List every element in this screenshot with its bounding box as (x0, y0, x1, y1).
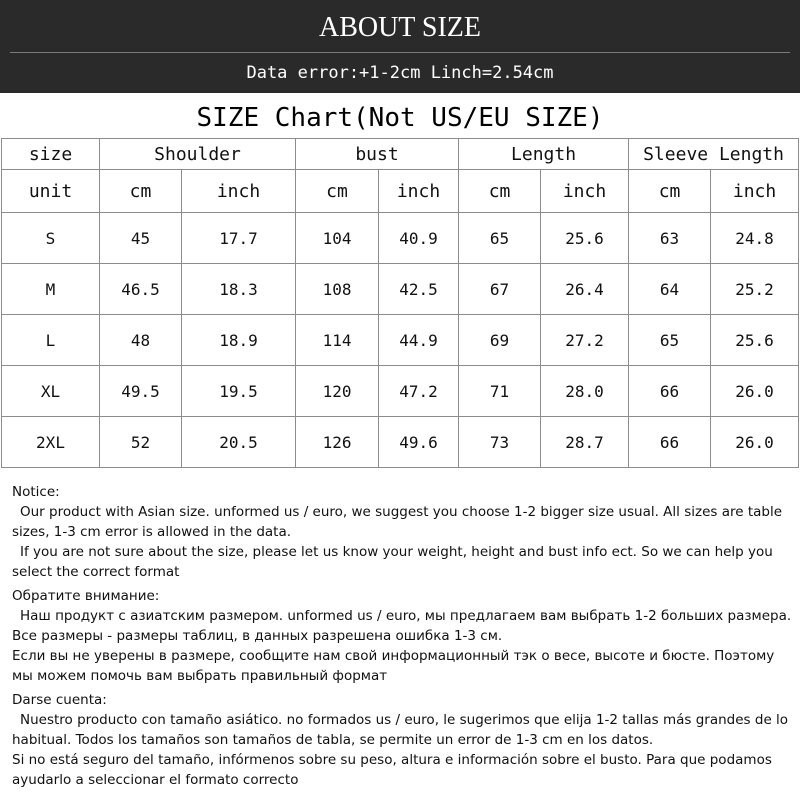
about-size-header (0, 0, 800, 93)
table-cell: 46.5 (100, 264, 182, 315)
table-cell: 26.4 (541, 264, 629, 315)
unit-cell: inch (379, 170, 459, 213)
header-subtitle: Data error:+1-2cm Linch=2.54cm (246, 63, 554, 83)
table-cell: 64 (629, 264, 711, 315)
table-cell: 66 (629, 417, 711, 468)
table-cell: S (2, 213, 100, 264)
notice-paragraph-en-2: If you are not sure about the size, please let us know your weight, height and bust info ect. So we can help you select the correct format (12, 544, 773, 580)
table-cell: 67 (459, 264, 541, 315)
table-cell: 26.0 (711, 366, 799, 417)
shoulder-header: Shoulder (100, 139, 296, 170)
bust-header: bust (296, 139, 459, 170)
table-cell: 48 (100, 315, 182, 366)
table-cell: 24.8 (711, 213, 799, 264)
notice-paragraph-es-1: Nuestro producto con tamaño asiático. no formados us / euro, le sugerimos que elija 1-2 tallas más grandes de lo habitual. Todos los tamaños son tamaños de tabla, se permite un error de 1-3 cm en los datos. (12, 712, 789, 748)
table-cell: 114 (296, 315, 379, 366)
table-cell: 18.3 (182, 264, 296, 315)
table-cell: 25.6 (711, 315, 799, 366)
table-cell: M (2, 264, 100, 315)
table-cell: 108 (296, 264, 379, 315)
table-cell: 73 (459, 417, 541, 468)
table-cell: 18.9 (182, 315, 296, 366)
unit-cell: cm (459, 170, 541, 213)
table-row (2, 264, 799, 315)
unit-cell: unit (2, 170, 100, 213)
table-cell: 65 (629, 315, 711, 366)
table-cell: 17.7 (182, 213, 296, 264)
header-title: ABOUT SIZE (318, 12, 482, 43)
table-cell: 47.2 (379, 366, 459, 417)
table-row (2, 315, 799, 366)
size-table (1, 138, 799, 468)
table-cell: 42.5 (379, 264, 459, 315)
table-cell: 27.2 (541, 315, 629, 366)
table-cell: 63 (629, 213, 711, 264)
table-cell: 65 (459, 213, 541, 264)
table-cell: 49.6 (379, 417, 459, 468)
table-cell: 52 (100, 417, 182, 468)
table-cell: 45 (100, 213, 182, 264)
table-cell: 120 (296, 366, 379, 417)
notice-paragraph-ru-1: Наш продукт с азиатским размером. unformed us / euro, мы предлагаем вам выбрать 1-2 больших размера. Все размеры - размеры таблиц, в данных разрешена ошибка 1-3 см. (12, 608, 792, 644)
length-header: Length (459, 139, 629, 170)
table-cell: 49.5 (100, 366, 182, 417)
table-cell: 19.5 (182, 366, 296, 417)
unit-cell: inch (541, 170, 629, 213)
unit-cell: inch (711, 170, 799, 213)
unit-cell: inch (182, 170, 296, 213)
unit-cell: cm (100, 170, 182, 213)
table-row (2, 366, 799, 417)
table-cell: 2XL (2, 417, 100, 468)
table-cell: 20.5 (182, 417, 296, 468)
table-cell: 28.0 (541, 366, 629, 417)
notice-section (12, 482, 792, 790)
notice-paragraph-ru-2: Если вы не уверены в размере, сообщите нам свой информационный тэк о весе, высоте и бюсте. Поэтому мы можем помочь вам выбрать правильный формат (12, 648, 775, 684)
unit-cell: cm (629, 170, 711, 213)
unit-row (2, 170, 799, 213)
notice-heading-es: Darse cuenta: (12, 692, 107, 708)
size-header: size (2, 139, 100, 170)
notice-heading-en: Notice: (12, 484, 60, 500)
unit-cell: cm (296, 170, 379, 213)
table-cell: XL (2, 366, 100, 417)
table-cell: 28.7 (541, 417, 629, 468)
table-cell: L (2, 315, 100, 366)
table-cell: 44.9 (379, 315, 459, 366)
table-cell: 66 (629, 366, 711, 417)
table-cell: 40.9 (379, 213, 459, 264)
size-chart-title: SIZE Chart(Not US/EU SIZE) (196, 103, 604, 133)
table-cell: 71 (459, 366, 541, 417)
notice-paragraph-en-1: Our product with Asian size. unformed us / euro, we suggest you choose 1-2 bigger size usual. All sizes are table sizes, 1-3 cm error is allowed in the data. (12, 504, 783, 540)
table-cell: 25.6 (541, 213, 629, 264)
notice-heading-ru: Обратите внимание: (12, 588, 160, 604)
header-row (2, 139, 799, 170)
table-cell: 26.0 (711, 417, 799, 468)
notice-paragraph-es-2: Si no está seguro del tamaño, infórmenos sobre su peso, altura e información sobre el busto. Para que podamos ayudarlo a seleccionar el formato correcto (12, 752, 772, 788)
table-cell: 126 (296, 417, 379, 468)
table-cell: 25.2 (711, 264, 799, 315)
table-row (2, 417, 799, 468)
table-row (2, 213, 799, 264)
table-cell: 69 (459, 315, 541, 366)
header-divider (10, 52, 790, 53)
sleeve-length-header: Sleeve Length (629, 139, 799, 170)
table-cell: 104 (296, 213, 379, 264)
